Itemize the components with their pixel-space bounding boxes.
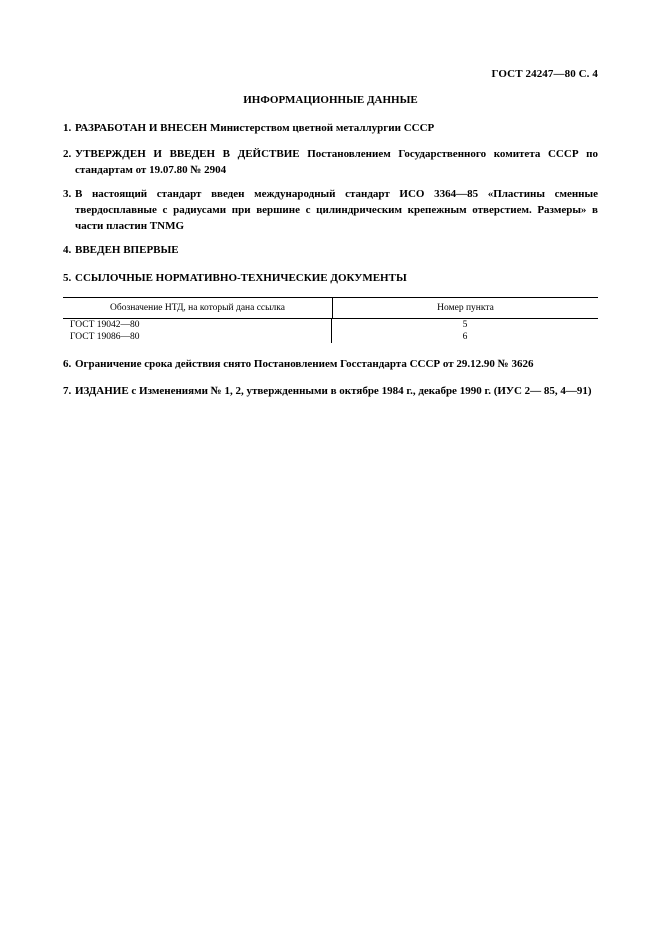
item-number: 2.	[63, 148, 72, 160]
item-number: 1.	[63, 122, 72, 134]
list-item	[63, 146, 598, 178]
reference-table	[63, 297, 598, 343]
table-header-row	[63, 298, 598, 319]
item-number: 3.	[63, 188, 72, 200]
column-header-clause: Номер пункта	[437, 303, 494, 313]
table-row	[63, 319, 598, 331]
list-item	[63, 356, 598, 372]
item-text: Министерством цветной металлургии СССР	[207, 122, 435, 134]
table-row	[63, 331, 598, 343]
table-cell-clause: 5	[462, 320, 468, 330]
section-title: ИНФОРМАЦИОННЫЕ ДАННЫЕ	[243, 94, 418, 106]
list-item	[63, 120, 598, 136]
table-cell-designation: ГОСТ 19086—80	[63, 331, 332, 343]
item-lead: ВВЕДЕН ВПЕРВЫЕ	[75, 244, 179, 256]
item-text: с Изменениями № 1, 2, утвержденными в октябре 1984 г., декабре 1990 г. (ИУС 2— 85, 4—91)	[128, 385, 592, 397]
item-number: 4.	[63, 244, 72, 256]
item-number: 5.	[63, 272, 72, 284]
item-lead: РАЗРАБОТАН И ВНЕСЕН	[75, 122, 208, 134]
list-item	[63, 383, 598, 399]
table-cell-clause: 6	[462, 332, 468, 342]
table-cell-designation: ГОСТ 19042—80	[63, 319, 332, 331]
list-item	[63, 270, 598, 286]
column-header-designation: Обозначение НТД, на который дана ссылка	[63, 298, 333, 318]
item-text: Постановлением Государственного комитета СССР по стандартам от 19.07.80 № 2904	[75, 148, 599, 176]
standard-code: ГОСТ 24247—80 С. 4	[491, 68, 598, 80]
item-lead: УТВЕРЖДЕН И ВВЕДЕН В ДЕЙСТВИЕ	[75, 148, 300, 160]
item-lead: ИЗДАНИЕ	[75, 385, 129, 397]
item-number: 7.	[63, 385, 72, 397]
item-text: Ограничение срока действия снято Постановлением Госстандарта СССР от 29.12.90 № 3626	[75, 358, 534, 370]
list-item	[63, 186, 598, 234]
item-lead: ССЫЛОЧНЫЕ НОРМАТИВНО-ТЕХНИЧЕСКИЕ ДОКУМЕНТЫ	[75, 272, 407, 284]
item-text: В настоящий стандарт введен международный стандарт ИСО 3364—85 «Пластины сменные твердосплавные с радиусами при вершине с цилиндрическим крепежным отверстием. Размеры» в части пластин TNMG	[75, 188, 598, 232]
item-number: 6.	[63, 358, 72, 370]
list-item	[63, 242, 598, 258]
